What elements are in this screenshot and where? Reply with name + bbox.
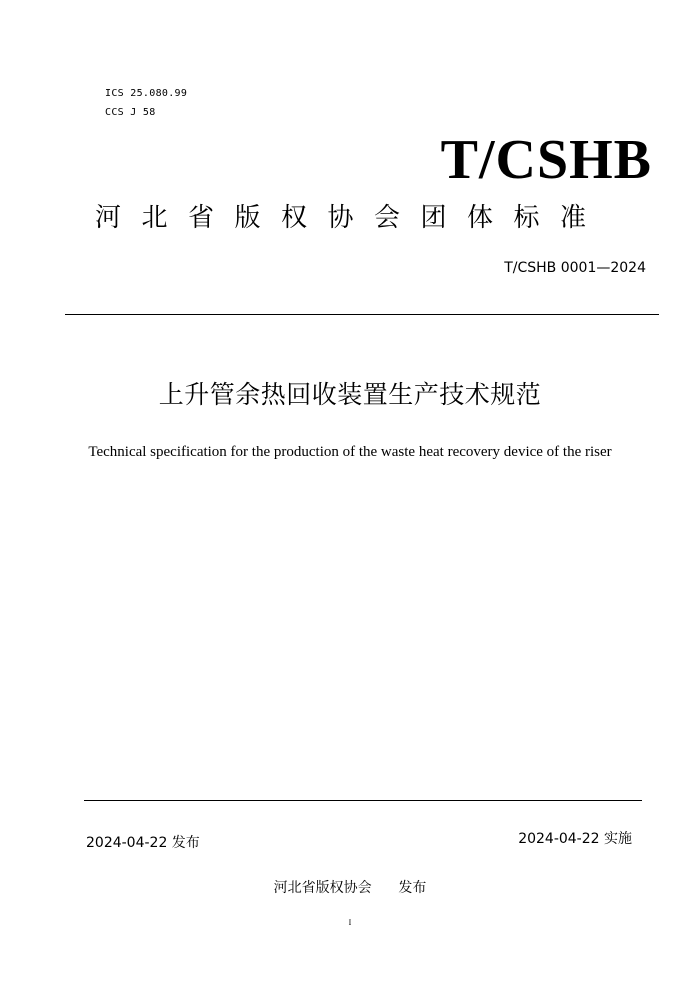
standard-code-logo: T/CSHB <box>440 129 652 191</box>
english-title: Technical specification for the production of the waste heat recovery device of the riser <box>88 444 612 460</box>
implementation-date: 2024-04-22 实施 <box>518 831 632 847</box>
publisher-line: 河北省版权协会 发布 <box>273 880 427 896</box>
standard-number: T/CSHB 0001—2024 <box>504 260 646 276</box>
page-number: I <box>348 918 352 927</box>
top-divider <box>65 314 659 315</box>
organization-standard-title: 河北省版权协会团体标准 <box>95 203 607 233</box>
chinese-title: 上升管余热回收装置生产技术规范 <box>158 380 542 409</box>
ccs-code: CCS J 58 <box>105 107 156 118</box>
ics-code: ICS 25.080.99 <box>105 88 188 99</box>
bottom-divider <box>84 800 642 801</box>
issue-date: 2024-04-22 发布 <box>86 835 200 851</box>
